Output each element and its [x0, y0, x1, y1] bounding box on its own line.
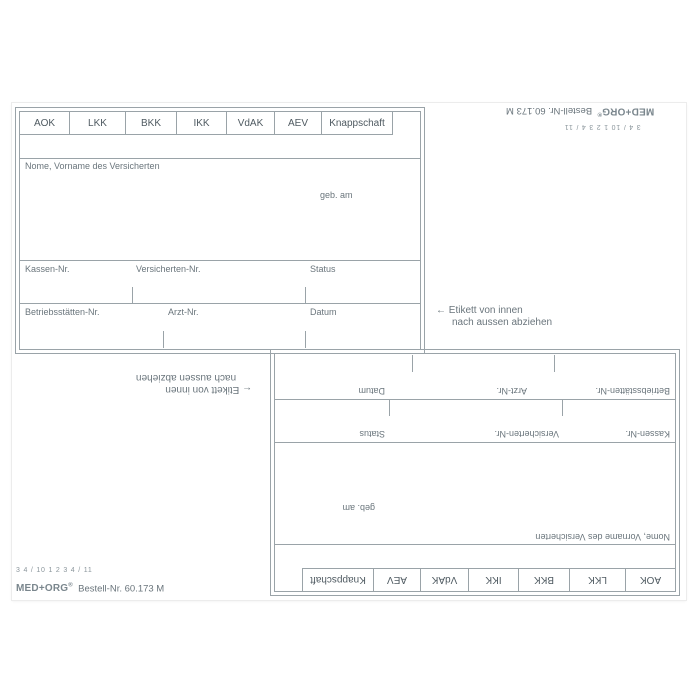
insurer-tabs: [302, 568, 675, 591]
insurer-tabs: [20, 112, 393, 135]
tab-ikk[interactable]: IKK: [177, 112, 227, 135]
tab-lkk[interactable]: LKK: [70, 112, 126, 135]
label-sheet: [12, 103, 686, 600]
tab-lkk[interactable]: LKK: [569, 568, 625, 591]
tab-knappschaft[interactable]: Knappschaft: [302, 568, 373, 591]
versicherten-nr-label: Versicherten-Nr.: [136, 264, 201, 274]
field-separator: [305, 287, 306, 303]
kassen-nr-label: Kassen-Nr.: [625, 429, 670, 439]
versicherten-nr-label: Versicherten-Nr.: [494, 429, 559, 439]
field-separator: [412, 355, 413, 372]
tab-aok[interactable]: AOK: [625, 568, 675, 591]
dob-label: geb. am: [320, 190, 353, 200]
med-org-logo: MED+ORG®: [597, 105, 655, 117]
divider: [20, 303, 420, 304]
betriebsstaetten-nr-label: Betriebsstätten-Nr.: [595, 386, 670, 396]
divider: [275, 442, 675, 443]
peel-instruction-top: [436, 305, 552, 329]
divider: [20, 260, 420, 261]
datum-label: Datum: [310, 307, 337, 317]
tab-bkk[interactable]: BKK: [518, 568, 569, 591]
field-separator: [389, 400, 390, 416]
arzt-nr-label: Arzt-Nr.: [168, 307, 199, 317]
peel-line-2: nach aussen abziehen: [136, 372, 237, 383]
field-separator: [163, 331, 164, 348]
peel-instruction-bottom: [136, 371, 252, 395]
tab-aev[interactable]: AEV: [275, 112, 322, 135]
peel-line-2: nach aussen abziehen: [452, 317, 553, 328]
tab-vdak[interactable]: VdAK: [420, 568, 468, 591]
tab-aev[interactable]: AEV: [373, 568, 420, 591]
med-org-logo: MED+ORG®: [16, 583, 73, 595]
tab-knappschaft[interactable]: Knappschaft: [322, 112, 393, 135]
brand-footer-rotated: [506, 105, 654, 116]
divider: [275, 544, 675, 545]
status-label: Status: [310, 264, 336, 274]
tab-bkk[interactable]: BKK: [126, 112, 177, 135]
status-label: Status: [359, 429, 385, 439]
datum-label: Datum: [358, 386, 385, 396]
label-bottom-frame: [274, 353, 676, 592]
divider: [20, 158, 420, 159]
name-label: Nome, Vorname des Versicherten: [25, 161, 160, 171]
print-codes: 3 4 / 10 1 2 3 4 / 11: [16, 567, 93, 574]
field-separator: [305, 331, 306, 348]
peel-line-1: Etikett von innen: [448, 305, 523, 316]
label-top-frame: [19, 111, 421, 350]
brand-footer: [16, 583, 164, 594]
name-label: Nome, Vorname des Versicherten: [535, 532, 670, 542]
kassen-nr-label: Kassen-Nr.: [25, 264, 70, 274]
label-bottom: [270, 349, 680, 596]
tab-ikk[interactable]: IKK: [468, 568, 518, 591]
order-number: Bestell-Nr. 60.173 M: [506, 105, 593, 116]
print-codes-rotated: 3 4 / 10 1 2 3 4 / 11: [564, 123, 641, 130]
betriebsstaetten-nr-label: Betriebsstätten-Nr.: [25, 307, 100, 317]
field-separator: [132, 287, 133, 303]
peel-line-1: Etikett von innen: [165, 384, 240, 395]
field-separator: [562, 400, 563, 416]
arzt-nr-label: Arzt-Nr.: [496, 386, 527, 396]
tab-vdak[interactable]: VdAK: [227, 112, 275, 135]
dob-label: geb. am: [342, 503, 375, 513]
tab-aok[interactable]: AOK: [20, 112, 70, 135]
arrow-left-icon: ←: [436, 305, 446, 316]
divider: [275, 399, 675, 400]
order-number: Bestell-Nr. 60.173 M: [78, 583, 165, 595]
label-top: [15, 107, 425, 354]
arrow-left-icon: ←: [242, 384, 253, 395]
field-separator: [554, 355, 555, 372]
